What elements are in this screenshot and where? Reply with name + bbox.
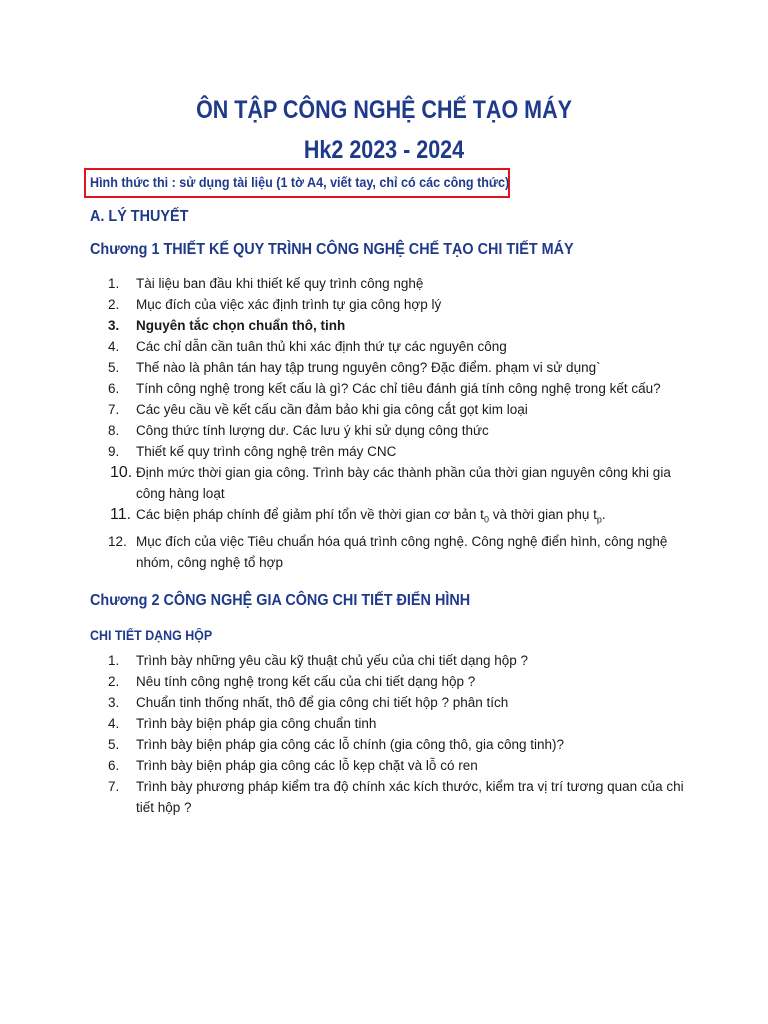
- item-number: 2.: [108, 674, 120, 689]
- item-number: 1.: [108, 653, 120, 668]
- item-text-part: và thời gian phụ t: [488, 507, 597, 522]
- list-item: [0, 441, 768, 462]
- list-item: [0, 504, 768, 531]
- item-number: 11.: [110, 506, 132, 523]
- item-text: Chuẩn tinh thống nhất, thô để gia công chi tiết hộp ? phân tích: [136, 695, 509, 710]
- subscript: p: [596, 514, 602, 525]
- item-text: Mục đích của việc Tiêu chuẩn hóa quá trình công nghệ. Công nghệ điển hình, công nghệ nhóm, công nghệ tổ hợp: [136, 533, 668, 570]
- exam-format-text: Hình thức thi : sử dụng tài liệu (1 tờ A4, viết tay, chỉ có các công thức): [90, 175, 510, 190]
- item-number: 1.: [108, 276, 120, 291]
- chapter2-list: [0, 650, 768, 818]
- subscript: 0: [483, 514, 489, 525]
- item-number: 7.: [108, 779, 120, 794]
- item-text: Trình bày biện pháp gia công chuẩn tinh: [136, 716, 377, 731]
- list-item: [0, 650, 768, 671]
- item-number: 7.: [108, 402, 120, 417]
- item-text-part: .: [601, 507, 606, 522]
- item-text: Mục đích của việc xác định trình tự gia công hợp lý: [136, 297, 442, 312]
- item-text: Tính công nghệ trong kết cấu là gì? Các chỉ tiêu đánh giá tính công nghệ trong kết cấu?: [136, 381, 661, 396]
- item-text: Trình bày biện pháp gia công các lỗ kẹp chặt và lỗ có ren: [136, 758, 478, 773]
- list-item: [0, 755, 768, 776]
- item-number: 4.: [108, 716, 120, 731]
- item-number: 12.: [108, 533, 127, 549]
- chapter1-list: [0, 273, 768, 573]
- item-number: 5.: [108, 360, 120, 375]
- item-text: Nguyên tắc chọn chuẩn thô, tinh: [136, 318, 346, 333]
- item-text: Tài liệu ban đầu khi thiết kế quy trình công nghệ: [136, 276, 424, 291]
- list-item: [0, 420, 768, 441]
- list-item: [0, 294, 768, 315]
- item-number: 2.: [108, 297, 120, 312]
- item-number: 10.: [110, 464, 133, 481]
- chapter2-heading: Chương 2 CÔNG NGHỆ GIA CÔNG CHI TIẾT ĐIỂN HÌNH: [90, 592, 471, 609]
- list-item: [0, 315, 768, 336]
- item-number: 3.: [108, 695, 120, 710]
- item-text-part: Các biện pháp chính để giảm phí tổn về thời gian cơ bản t: [136, 507, 484, 522]
- list-item: [0, 692, 768, 713]
- item-text: Các chỉ dẫn cần tuân thủ khi xác định thứ tự các nguyên công: [136, 339, 507, 354]
- item-number: 6.: [108, 758, 120, 773]
- list-item: [0, 378, 768, 399]
- item-text: Định mức thời gian gia công. Trình bày các thành phần của thời gian nguyên công khi gia công hàng loạt: [136, 465, 671, 501]
- section-a-heading: A. LÝ THUYẾT: [90, 208, 189, 225]
- item-number: 6.: [108, 381, 120, 396]
- item-text: Thiết kế quy trình công nghệ trên máy CNC: [136, 444, 397, 459]
- item-text: [136, 504, 684, 531]
- list-item: [0, 399, 768, 420]
- list-item: [0, 357, 768, 378]
- list-item: [0, 713, 768, 734]
- item-text: Trình bày phương pháp kiểm tra độ chính xác kích thước, kiểm tra vị trí tương quan của chi tiết hộp ?: [136, 779, 684, 815]
- chapter2-subheading: CHI TIẾT DẠNG HỘP: [90, 628, 213, 643]
- item-number: 4.: [108, 339, 120, 354]
- item-number: 8.: [108, 423, 120, 438]
- item-number: 3.: [108, 318, 120, 333]
- list-item: [0, 734, 768, 755]
- item-text: Trình bày những yêu cầu kỹ thuật chủ yếu của chi tiết dạng hộp ?: [136, 653, 529, 668]
- list-item: [0, 776, 768, 818]
- list-item: [0, 336, 768, 357]
- item-text: Các yêu cầu về kết cấu cần đảm bảo khi gia công cắt gọt kim loại: [136, 402, 528, 417]
- document-title: ÔN TẬP CÔNG NGHỆ CHẾ TẠO MÁY: [196, 96, 572, 124]
- item-number: 9.: [108, 444, 120, 459]
- item-text: Thế nào là phân tán hay tập trung nguyên công? Đặc điểm. phạm vi sử dụng`: [136, 360, 601, 375]
- list-item: [0, 462, 768, 504]
- list-item: [0, 531, 768, 573]
- list-item: [0, 671, 768, 692]
- item-text: Nêu tính công nghệ trong kết cấu của chi tiết dạng hộp ?: [136, 674, 476, 689]
- list-item: [0, 273, 768, 294]
- chapter1-heading: Chương 1 THIẾT KẾ QUY TRÌNH CÔNG NGHỆ CHẾ TẠO CHI TIẾT MÁY: [90, 241, 574, 258]
- document-subtitle: Hk2 2023 - 2024: [303, 136, 465, 164]
- item-number: 5.: [108, 737, 120, 752]
- item-text: Trình bày biện pháp gia công các lỗ chính (gia công thô, gia công tinh)?: [136, 737, 565, 752]
- item-text: Công thức tính lượng dư. Các lưu ý khi sử dụng công thức: [136, 423, 489, 438]
